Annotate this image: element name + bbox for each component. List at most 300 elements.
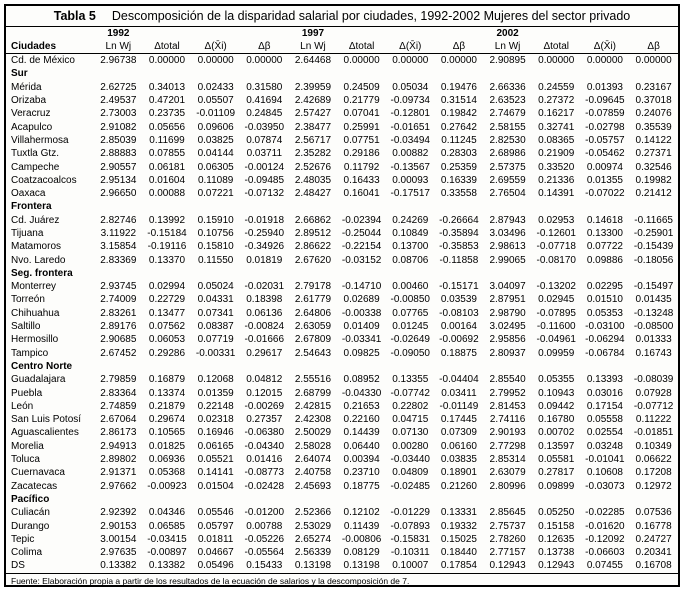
value-cell: 0.00974: [586, 161, 623, 173]
table-number: Tabla 5: [53, 9, 96, 23]
value-cell: 0.08387: [197, 321, 234, 333]
section-row: [6, 67, 678, 80]
column-header: Δβ: [647, 41, 660, 53]
value-cell: 0.19332: [440, 520, 477, 532]
value-cell: -0.35853: [439, 241, 479, 253]
value-cell: 2.42815: [294, 400, 332, 412]
table-row: [6, 373, 678, 386]
value-cell: 0.12068: [197, 374, 234, 386]
table-row: [6, 293, 678, 306]
value-cell: 0.02318: [197, 414, 234, 426]
column-header: Ln Wj: [105, 41, 132, 53]
value-cell: 0.13393: [586, 374, 623, 386]
value-cell: 0.01333: [635, 334, 672, 346]
value-cell: 0.29617: [246, 347, 283, 359]
value-cell: 0.03835: [440, 454, 477, 466]
value-cell: 2.73003: [100, 108, 137, 120]
value-cell: 0.08952: [343, 374, 380, 386]
value-cell: 0.31580: [246, 81, 283, 93]
column-header: Ln Wj: [494, 41, 521, 53]
section-label: Centro Norte: [11, 360, 73, 372]
value-cell: 0.00164: [440, 321, 477, 333]
value-cell: -0.02485: [390, 480, 430, 492]
value-cell: 2.74679: [489, 108, 526, 120]
table-row: [6, 440, 678, 453]
value-cell: 0.06160: [440, 440, 477, 452]
value-cell: -0.05757: [585, 134, 625, 146]
value-cell: -0.02394: [341, 214, 382, 226]
value-cell: 0.24269: [392, 214, 429, 226]
value-cell: 0.05558: [586, 414, 623, 426]
table-row: [6, 147, 678, 160]
value-cell: 0.07722: [586, 241, 623, 253]
value-cell: 2.58155: [489, 121, 526, 133]
value-cell: 2.77157: [489, 547, 526, 559]
value-cell: -0.05226: [244, 533, 285, 545]
value-cell: 0.25991: [343, 121, 380, 133]
value-cell: 2.40758: [294, 467, 332, 479]
year-header: 2002: [496, 28, 519, 40]
value-cell: 0.22148: [197, 400, 234, 412]
value-cell: 0.02554: [586, 427, 623, 439]
column-header: Ln Wj: [300, 41, 326, 53]
table-row: [6, 214, 678, 227]
value-cell: 0.28303: [440, 148, 477, 160]
value-cell: 0.15433: [246, 560, 283, 572]
value-cell: -0.03415: [147, 533, 187, 545]
value-cell: 0.16946: [197, 427, 234, 439]
value-cell: 0.10007: [392, 560, 429, 572]
value-cell: 0.34013: [148, 81, 186, 93]
value-cell: 0.27642: [440, 121, 477, 133]
value-cell: -0.00923: [147, 480, 187, 492]
value-cell: -0.25044: [341, 228, 382, 239]
column-header: Δβ: [452, 41, 466, 53]
value-cell: 0.04809: [392, 467, 429, 479]
value-cell: 0.07341: [197, 307, 234, 319]
value-cell: 0.27357: [246, 414, 283, 426]
value-cell: -0.26664: [439, 214, 479, 226]
section-row: [6, 360, 678, 373]
city-name: Campeche: [11, 161, 60, 173]
value-cell: -0.04404: [439, 374, 479, 386]
value-cell: 0.10849: [392, 228, 429, 239]
column-header: Δ(X̄i): [399, 41, 422, 53]
table-row: [6, 280, 678, 293]
value-cell: -0.01229: [390, 507, 430, 519]
value-cell: 0.03411: [441, 387, 477, 399]
value-cell: 0.13738: [538, 547, 575, 559]
value-cell: 0.09886: [586, 254, 623, 266]
value-cell: 0.07751: [343, 134, 380, 146]
value-cell: 2.62725: [100, 81, 137, 93]
value-cell: 0.13597: [538, 440, 575, 452]
value-cell: 0.32741: [538, 121, 575, 133]
value-cell: 0.07455: [586, 560, 623, 572]
value-cell: 2.66336: [489, 81, 526, 93]
value-cell: 0.00000: [246, 55, 283, 67]
value-cell: 0.04812: [246, 374, 283, 386]
value-cell: 0.01355: [586, 174, 623, 186]
value-cell: -0.02798: [585, 121, 625, 133]
value-cell: -0.04340: [244, 440, 285, 452]
value-cell: -0.07712: [633, 400, 674, 412]
value-cell: 2.79178: [294, 281, 332, 293]
city-name: Villahermosa: [11, 134, 69, 146]
value-cell: -0.08170: [536, 254, 576, 266]
section-label: Sur: [11, 68, 28, 80]
value-cell: 0.15025: [440, 533, 477, 545]
city-name: Saltillo: [11, 321, 41, 333]
value-cell: 0.04667: [197, 547, 234, 559]
value-cell: 0.01811: [197, 533, 234, 545]
value-cell: -0.04961: [536, 334, 576, 346]
value-cell: 0.02689: [343, 294, 380, 306]
value-cell: 0.09899: [538, 480, 575, 492]
value-cell: -0.03950: [244, 121, 285, 133]
table-title: [6, 6, 678, 27]
value-cell: 0.12943: [489, 560, 526, 572]
value-cell: 2.79952: [489, 387, 526, 399]
value-cell: -0.15831: [390, 533, 430, 545]
table-row: [6, 107, 678, 120]
value-cell: -0.00331: [195, 347, 236, 359]
column-header-row: [6, 40, 678, 54]
value-cell: 0.06181: [148, 161, 186, 173]
value-cell: 2.56717: [294, 134, 332, 146]
value-cell: 0.06165: [197, 440, 234, 452]
value-cell: -0.09050: [390, 347, 430, 359]
value-cell: -0.00897: [147, 547, 187, 559]
value-cell: -0.11665: [634, 214, 673, 226]
value-cell: 2.89512: [294, 228, 332, 239]
value-cell: 2.64468: [294, 55, 332, 67]
value-cell: -0.13567: [390, 161, 430, 173]
value-cell: 0.13198: [343, 560, 380, 572]
value-cell: -0.12801: [390, 108, 430, 120]
value-cell: 0.07536: [635, 507, 672, 519]
value-cell: 0.15910: [197, 214, 234, 226]
value-cell: 0.13382: [148, 560, 186, 572]
value-cell: 0.13300: [586, 228, 623, 239]
value-cell: -0.14710: [341, 281, 382, 293]
section-row: [6, 200, 678, 213]
value-cell: 0.32546: [635, 161, 672, 173]
value-cell: 3.04097: [489, 281, 526, 293]
value-cell: 0.18775: [343, 480, 380, 492]
value-cell: -0.15497: [633, 281, 674, 293]
city-name: Cd. de México: [11, 55, 75, 67]
value-cell: 0.14122: [635, 134, 672, 146]
city-name: Mérida: [11, 81, 42, 93]
value-cell: 0.13992: [148, 214, 186, 226]
value-cell: 0.37018: [635, 95, 672, 107]
value-cell: 0.12943: [538, 560, 575, 572]
value-cell: 0.18875: [440, 347, 477, 359]
table-row: [6, 386, 678, 399]
value-cell: 0.06440: [343, 440, 380, 452]
value-cell: 0.22729: [148, 294, 186, 306]
table-row: [6, 54, 678, 68]
value-cell: -0.05462: [585, 148, 625, 160]
value-cell: -0.03440: [390, 454, 430, 466]
value-cell: 2.85645: [489, 507, 526, 519]
column-header: Δtotal: [543, 41, 570, 53]
value-cell: -0.01200: [244, 507, 285, 519]
value-cell: 0.06622: [635, 454, 672, 466]
value-cell: 2.90153: [100, 520, 137, 532]
value-cell: 0.00000: [392, 55, 429, 67]
value-cell: 2.66862: [294, 214, 332, 226]
value-cell: 0.05368: [148, 467, 186, 479]
city-name: Torreón: [11, 294, 45, 306]
value-cell: 0.10756: [197, 228, 234, 239]
column-header: Δtotal: [154, 41, 180, 53]
value-cell: 0.29674: [148, 414, 186, 426]
value-cell: 2.57375: [489, 161, 526, 173]
value-cell: 2.52676: [294, 161, 332, 173]
value-cell: 0.08129: [343, 547, 380, 559]
value-cell: 0.11245: [441, 134, 477, 146]
value-cell: -0.07895: [536, 307, 576, 319]
value-cell: 2.63059: [294, 321, 332, 333]
value-cell: -0.25901: [633, 228, 674, 239]
value-cell: 2.79859: [100, 374, 137, 386]
value-cell: 2.78260: [489, 533, 526, 545]
value-cell: 0.17445: [440, 414, 477, 426]
value-cell: 0.24509: [343, 81, 380, 93]
value-cell: -0.00338: [341, 307, 382, 319]
value-cell: -0.08103: [439, 307, 479, 319]
value-cell: 0.02953: [538, 214, 575, 226]
value-cell: 2.82746: [100, 214, 137, 226]
value-cell: 0.05797: [197, 520, 234, 532]
value-cell: -0.07022: [585, 188, 625, 200]
value-cell: 0.10349: [635, 440, 672, 452]
value-cell: 0.27371: [635, 148, 672, 160]
value-cell: 2.90193: [489, 427, 526, 439]
value-cell: 0.09825: [343, 347, 380, 359]
table-row: [6, 253, 678, 266]
value-cell: 0.07874: [246, 134, 283, 146]
value-cell: 0.31514: [440, 95, 477, 107]
value-cell: 2.63079: [489, 467, 526, 479]
value-cell: 0.05353: [586, 307, 623, 319]
table-row: [6, 559, 678, 572]
value-cell: 0.41694: [246, 95, 283, 107]
value-cell: 0.18398: [246, 294, 283, 306]
value-cell: 0.07221: [197, 188, 234, 200]
value-cell: 2.97662: [100, 480, 137, 492]
value-cell: -0.01149: [439, 400, 479, 412]
value-cell: 2.74859: [100, 400, 137, 412]
value-cell: 2.56339: [294, 547, 332, 559]
value-cell: 0.16879: [148, 374, 186, 386]
value-cell: 0.21260: [440, 480, 477, 492]
value-cell: 2.77298: [489, 440, 526, 452]
table-row: [6, 240, 678, 253]
value-cell: 0.16780: [538, 414, 575, 426]
value-cell: 0.27372: [538, 95, 575, 107]
section-label: Pacífico: [11, 493, 50, 505]
value-cell: 2.39959: [294, 81, 332, 93]
value-cell: 2.80937: [489, 347, 526, 359]
table-body: [6, 54, 678, 573]
value-cell: -0.01041: [585, 454, 625, 466]
value-cell: 0.21909: [538, 148, 575, 160]
value-cell: 0.08706: [392, 254, 429, 266]
value-cell: 0.20341: [635, 547, 672, 559]
value-cell: -0.03341: [341, 334, 382, 346]
value-cell: 0.12102: [343, 507, 380, 519]
value-cell: -0.13202: [536, 281, 576, 293]
city-name: Acapulco: [11, 121, 53, 133]
value-cell: 2.83261: [100, 307, 137, 319]
value-cell: -0.09485: [244, 174, 285, 186]
table-row: [6, 453, 678, 466]
table-row: [6, 480, 678, 493]
value-cell: 0.18440: [440, 547, 477, 559]
year-header-row: [6, 27, 678, 40]
value-cell: 0.13700: [392, 241, 429, 253]
value-cell: 0.13355: [392, 374, 429, 386]
value-cell: 0.00000: [538, 55, 575, 67]
year-header: 1997: [301, 28, 325, 40]
value-cell: 2.67452: [100, 347, 137, 359]
value-cell: -0.17517: [390, 188, 430, 200]
value-cell: 0.03248: [586, 440, 623, 452]
value-cell: 0.06305: [197, 161, 234, 173]
value-cell: 0.10565: [148, 427, 186, 439]
value-cell: 0.17208: [635, 467, 672, 479]
value-cell: 0.12635: [538, 533, 575, 545]
value-cell: 2.92392: [100, 507, 137, 519]
value-cell: 0.16041: [343, 188, 380, 200]
city-name: Hermosillo: [11, 334, 59, 346]
value-cell: 0.05496: [197, 560, 234, 572]
value-cell: 0.11222: [635, 414, 672, 426]
value-cell: 2.48427: [294, 188, 332, 200]
value-cell: 0.01825: [148, 440, 186, 452]
value-cell: -0.01918: [244, 214, 285, 226]
value-cell: 2.98790: [489, 307, 526, 319]
table-row: [6, 506, 678, 519]
value-cell: 0.19982: [635, 174, 672, 186]
value-cell: 2.64806: [294, 307, 332, 319]
value-cell: 0.24076: [635, 108, 672, 120]
table-row: [6, 546, 678, 559]
table-row: [6, 333, 678, 346]
value-cell: -0.06294: [585, 334, 625, 346]
value-cell: 3.00154: [100, 533, 137, 545]
value-cell: 2.74009: [100, 294, 137, 306]
city-name: Chihuahua: [11, 307, 60, 319]
value-cell: 2.67064: [100, 414, 137, 426]
value-cell: 2.83369: [100, 254, 137, 266]
value-cell: 0.23735: [148, 108, 186, 120]
value-cell: 0.27817: [538, 467, 575, 479]
value-cell: 2.96738: [100, 55, 137, 67]
value-cell: 2.69559: [489, 174, 526, 186]
value-cell: 2.58028: [294, 440, 332, 452]
value-cell: -0.08773: [244, 467, 285, 479]
value-cell: 0.02994: [148, 281, 186, 293]
value-cell: 0.00702: [538, 427, 575, 439]
city-name: Puebla: [11, 387, 43, 399]
value-cell: 0.05355: [538, 374, 575, 386]
table-row: [6, 187, 678, 200]
value-cell: -0.13248: [633, 307, 674, 319]
value-cell: 0.33558: [440, 188, 477, 200]
value-cell: 0.13370: [148, 254, 186, 266]
value-cell: -0.07718: [536, 241, 576, 253]
value-cell: -0.00806: [341, 533, 382, 545]
value-cell: 0.00000: [635, 55, 672, 67]
value-cell: 0.21653: [343, 400, 380, 412]
value-cell: 0.11089: [197, 174, 234, 186]
column-header: Δ(X̄i): [204, 41, 227, 53]
value-cell: 0.01435: [635, 294, 672, 306]
value-cell: 0.14141: [197, 467, 234, 479]
value-cell: 0.04715: [392, 414, 429, 426]
value-cell: -0.00850: [390, 294, 430, 306]
value-cell: 2.86173: [100, 427, 137, 439]
table-row: [6, 134, 678, 147]
value-cell: -0.01666: [244, 334, 285, 346]
value-cell: 2.95856: [489, 334, 526, 346]
value-cell: 0.21779: [343, 95, 380, 107]
value-cell: -0.15184: [147, 228, 187, 239]
city-name: Matamoros: [11, 241, 62, 253]
value-cell: 0.00000: [586, 55, 623, 67]
value-cell: -0.00824: [244, 321, 285, 333]
value-cell: 0.29186: [343, 148, 380, 160]
table-row: [6, 320, 678, 333]
value-cell: 2.68986: [489, 148, 526, 160]
section-label: Frontera: [11, 201, 52, 213]
value-cell: 0.04346: [148, 507, 186, 519]
value-cell: 2.98613: [489, 241, 526, 253]
value-cell: 2.89802: [100, 454, 137, 466]
value-cell: 0.17854: [440, 560, 477, 572]
value-cell: 0.33520: [538, 161, 575, 173]
value-cell: -0.00269: [244, 400, 285, 412]
value-cell: 2.64074: [294, 454, 332, 466]
value-cell: 0.00088: [148, 188, 186, 200]
value-cell: 0.05521: [197, 454, 234, 466]
value-cell: 0.07041: [343, 108, 380, 120]
value-cell: 2.75737: [489, 520, 526, 532]
value-cell: -0.00692: [439, 334, 479, 346]
value-cell: 2.48035: [294, 174, 332, 186]
value-cell: 2.89176: [100, 321, 137, 333]
value-cell: 0.05024: [197, 281, 234, 293]
value-cell: 0.01504: [197, 480, 234, 492]
value-cell: -0.07742: [390, 387, 430, 399]
value-cell: 0.13382: [100, 560, 137, 572]
value-cell: 0.13477: [148, 307, 186, 319]
value-cell: 2.91082: [100, 121, 137, 133]
value-cell: 0.22802: [392, 400, 429, 412]
value-cell: 2.91371: [100, 467, 137, 479]
value-cell: 0.08365: [538, 134, 575, 146]
city-name: León: [11, 400, 34, 412]
value-cell: 0.19842: [440, 108, 477, 120]
value-cell: 2.81453: [489, 400, 526, 412]
year-header-spacer: [337, 27, 483, 40]
value-cell: 0.05546: [197, 507, 234, 519]
value-cell: 0.16339: [440, 174, 477, 186]
